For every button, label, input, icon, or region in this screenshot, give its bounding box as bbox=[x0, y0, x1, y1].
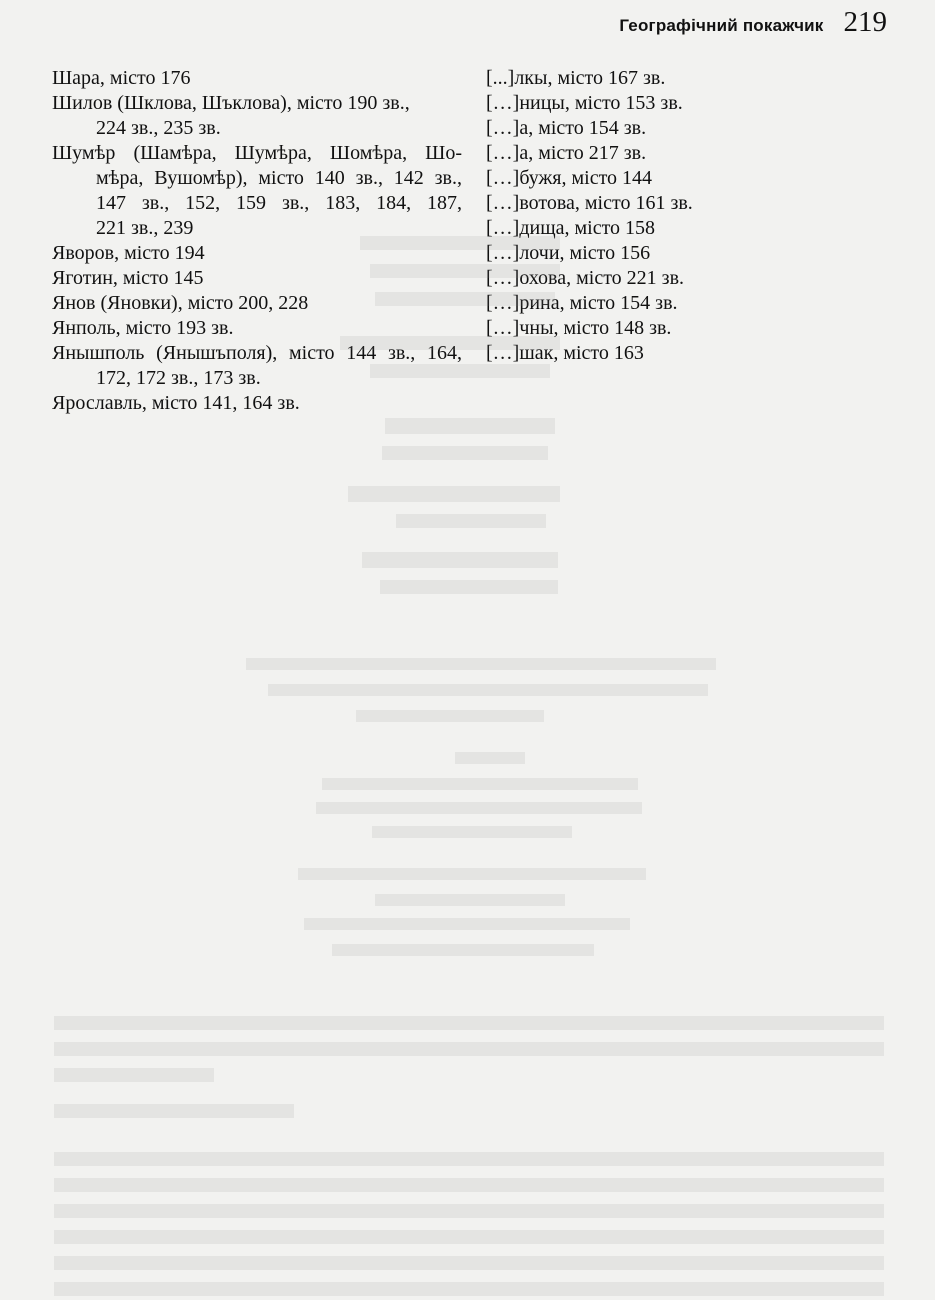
index-entry-continuation: 224 зв., 235 зв. bbox=[96, 117, 221, 139]
index-entry bbox=[52, 141, 462, 241]
index-entry bbox=[52, 91, 462, 141]
index-entry-line: Шумѣр (Шамѣра, Шумѣра, Шомѣра, Шо- bbox=[52, 142, 462, 164]
index-entry: […]бужя, місто 144 bbox=[486, 167, 653, 189]
index-entry bbox=[52, 391, 462, 416]
index-entry-line: Янполь, місто 193 зв. bbox=[52, 317, 234, 339]
index-entry: […]лочи, місто 156 bbox=[486, 242, 651, 264]
index-entry-line: Шилов (Шклова, Шъклова), місто 190 зв., bbox=[52, 92, 410, 114]
index-entry-line: Янов (Яновки), місто 200, 228 bbox=[52, 292, 309, 314]
index-entry bbox=[52, 266, 462, 291]
index-entry: […]дища, місто 158 bbox=[486, 217, 656, 239]
index-entry-line: Яворов, місто 194 bbox=[52, 242, 205, 264]
index-entry-line: Ярославль, місто 141, 164 зв. bbox=[52, 392, 300, 414]
index-column-left bbox=[52, 66, 462, 416]
index-entry-continuation: 221 зв., 239 bbox=[96, 217, 194, 239]
index-entry: [...]лкы, місто 167 зв. bbox=[486, 67, 666, 89]
index-entry: […]чны, місто 148 зв. bbox=[486, 317, 672, 339]
page-number: 219 bbox=[843, 6, 887, 38]
index-entry-continuation: 172, 172 зв., 173 зв. bbox=[96, 367, 261, 389]
running-header bbox=[619, 6, 887, 39]
index-entry-continuation: мѣра, Вушомѣр), місто 140 зв., 142 зв., bbox=[96, 167, 462, 189]
index-entry bbox=[52, 341, 462, 391]
index-entry-continuation: 147 зв., 152, 159 зв., 183, 184, 187, bbox=[96, 192, 462, 214]
section-title: Географічний покажчик bbox=[619, 16, 824, 35]
index-column-right bbox=[486, 66, 886, 366]
index-entry: […]ницы, місто 153 зв. bbox=[486, 92, 683, 114]
index-entry: […]охова, місто 221 зв. bbox=[486, 267, 685, 289]
index-entry: […]вотова, місто 161 зв. bbox=[486, 192, 693, 214]
index-entry: […]а, місто 154 зв. bbox=[486, 117, 647, 139]
index-entry: […]рина, місто 154 зв. bbox=[486, 292, 678, 314]
index-entry-line: Янышполь (Янышъполя), місто 144 зв., 164, bbox=[52, 342, 462, 364]
index-entry: […]а, місто 217 зв. bbox=[486, 142, 647, 164]
index-entry-line: Шара, місто 176 bbox=[52, 67, 191, 89]
index-entry bbox=[52, 316, 462, 341]
index-entry: […]шак, місто 163 bbox=[486, 342, 644, 364]
index-entry bbox=[52, 291, 462, 316]
index-entry bbox=[52, 241, 462, 266]
index-entry-line: Яготин, місто 145 bbox=[52, 267, 204, 289]
index-entry bbox=[52, 66, 462, 91]
